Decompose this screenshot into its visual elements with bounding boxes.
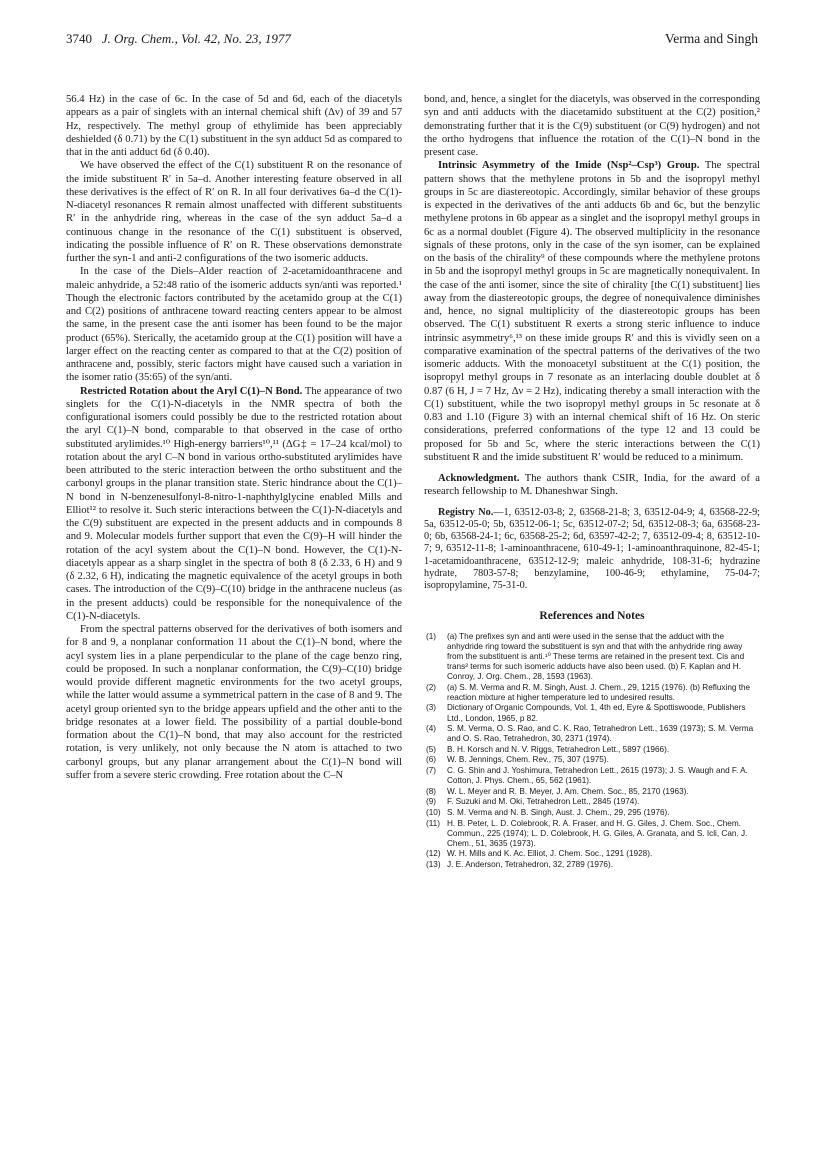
- paragraph: In the case of the Diels–Alder reaction of 2-acetamidoanthracene and maleic anhydride, a 52:48 ratio of the isomeric adducts syn/anti was reported.¹ Though the electronic factors contributed by the acetamido group at the C(1) and C(2) positions of anthracene toward reacting centers appear to be almost the same, in the present case the anti isomer has been found to be the major product (65%). Sterically, the acetamido group at the C(1) position will have a larger effect on the reacting center as compared to that at the C(2) position of anthracene and, possibly, steric factors might have caused such a variation in the isomer ratio (35:65) of the syn/anti.: [66, 266, 402, 384]
- reference-number: (13): [426, 859, 441, 869]
- page-number: 3740: [66, 31, 92, 46]
- reference-text: (a) S. M. Verma and R. M. Singh, Aust. J. Chem., 29, 1215 (1976). (b) Refluxing the reaction mixture at higher temperature led to undesired results.: [447, 682, 751, 702]
- reference-number: (1): [426, 631, 437, 641]
- acknowledgment: [424, 472, 760, 499]
- reference-item: [424, 797, 760, 807]
- reference-text: H. B. Peter, L. D. Colebrook, R. A. Fraser, and H. G. Giles, J. Chem. Soc., Chem. Commun., 225 (1974); L. D. Colebrook, H. G. Giles, A. Granata, and S. Icli, Can. J. Chem., 51, 3635 (1973).: [447, 818, 748, 848]
- paragraph: bond, and, hence, a singlet for the diacetyls, was observed in the corresponding syn and anti adducts with the diacetamido substituent at the C(2) position,² demonstrating further that it is the C(9) substituent (or C(9) hydrogen) and not the ortho hydrogens that influence the rotation of the C(1)–N bond in the present case.: [424, 94, 760, 158]
- reference-text: S. M. Verma and N. B. Singh, Aust. J. Chem., 29, 295 (1976).: [447, 807, 670, 817]
- registry-numbers: [424, 507, 760, 593]
- page-header: [66, 28, 758, 50]
- reference-text: S. M. Verma, O. S. Rao, and C. K. Rao, Tetrahedron Lett., 1639 (1973); S. M. Verma and O. S. Rao, Tetrahedron, 30, 2371 (1974).: [447, 724, 754, 744]
- reference-number: (10): [426, 807, 441, 817]
- left-column: [66, 93, 402, 782]
- reference-number: (11): [426, 818, 440, 828]
- reference-item: [424, 755, 760, 765]
- paragraph-rotation: [66, 385, 402, 624]
- acknowledgment-text: The authors thank CSIR, India, for the award of a research fellowship to M. Dhaneshwar Singh.: [424, 473, 760, 498]
- section-title: Restricted Rotation about the Aryl C(1)–N Bond.: [80, 385, 303, 397]
- reference-text: J. E. Anderson, Tetrahedron, 32, 2789 (1976).: [447, 859, 613, 869]
- reference-number: (7): [426, 766, 437, 776]
- paragraph: From the spectral patterns observed for the derivatives of both isomers and for 8 and 9, a nonplanar conformation 11 about the C(1)–N bond, where the acyl system lies in a plane perpendicular to the plane of the cage benzo ring, could be proposed. In such a nonplanar conformation, the C(9)–C(10) bridge would provide different magnetic environments for the two acetyl groups, while the latter would assume a symmetrical pattern in the case of 8 and 9. The acetyl group oriented syn to the bridge appears upfield and the other anti to the bridge resonates at a lower field. The possibility of a partial double-bond formation about the C(1)–N bond, that may also account for the restricted rotation, is very unlikely, not only because the N atom is attached to two carbonyl groups, but any planar arrangement about the C(1)–N bond will suffer from a severe steric crowding. Free rotation about the C–N: [66, 624, 402, 781]
- reference-number: (2): [426, 682, 437, 692]
- running-authors: Verma and Singh: [665, 31, 758, 46]
- reference-number: (3): [426, 703, 437, 713]
- reference-item: [424, 766, 760, 786]
- reference-text: F. Suzuki and M. Oki, Tetrahedron Lett., 2845 (1974).: [447, 797, 640, 807]
- reference-item: [424, 632, 760, 682]
- reference-item: [424, 703, 760, 723]
- registry-title: Registry No.: [438, 506, 494, 518]
- paragraph: 56.4 Hz) in the case of 6c. In the case of 5d and 6d, each of the diacetyls appears as a pair of singlets with an internal chemical shift (Δν) of 39 and 57 Hz, respectively. The methyl group of ethylimide has been appreciably deshielded (δ 0.71) by the C(1) substituent in the syn adduct 5d as compared to that in the anti adduct 6d (δ 0.40).: [66, 94, 402, 158]
- reference-item: [424, 860, 760, 870]
- reference-number: (6): [426, 755, 437, 765]
- reference-item: [424, 819, 760, 849]
- paragraph: We have observed the effect of the C(1) substituent R on the resonance of the imide substituent R′ in 5a–d. Another interesting feature observed in all these derivatives is the effect of R′ on R. In all four derivatives 6a–d the C(1)-N-diacetyl resonances R remain almost unaffected with different substituents R′ in the anhydride ring, whereas in the case of the syn adduct 5a–d a continuous change in the resonance of the C(1) substituent is observed, indicating the possible influence of R′ on R. These observations demonstrate further the syn-1 and anti-2 configurations of the two isomeric adducts.: [66, 160, 402, 264]
- reference-item: [424, 787, 760, 797]
- reference-text: (a) The prefixes syn and anti were used in the sense that the adduct with the anhydride ring toward the substituent is syn and that with the anhydride ring away from the substituent is anti.¹⁰ These terms are retained in the present text. Cis and trans² terms for such isomeric adducts have also been used. (b) F. Kaplan and H. Conroy, J. Org. Chem., 28, 1593 (1963).: [447, 631, 745, 682]
- reference-item: [424, 724, 760, 744]
- references-title: References and Notes: [539, 609, 645, 622]
- reference-item: [424, 745, 760, 755]
- reference-item: [424, 849, 760, 859]
- paragraph-asymmetry: [424, 159, 760, 464]
- acknowledgment-title: Acknowledgment.: [438, 473, 520, 484]
- reference-text: W. H. Mills and K. Ac. Elliot, J. Chem. Soc., 1291 (1928).: [447, 849, 653, 859]
- reference-item: [424, 808, 760, 818]
- reference-text: W. B. Jennings, Chem. Rev., 75, 307 (1975).: [447, 755, 609, 765]
- section-title: Intrinsic Asymmetry of the Imide (Nsp²–Csp³) Group.: [438, 160, 700, 172]
- registry-text: —1, 63512-03-8; 2, 63568-21-8; 3, 63512-04-9; 4, 63568-22-9; 5a, 63512-05-0; 5b, 63512-06-1; 5c, 63512-07-2; 5d, 63512-08-3; 6a, 63568-23-0; 6b, 63568-24-1; 6c, 63568-25-2; 6d, 63597-42-2; 7, 63512-09-4; 8, 63512-10-7; 9, 63512-11-8; 1-aminoanthracene, 610-49-1; 1-aminoanthraquinone, 82-45-1; 1-acetamidoanthracene, 63512-12-9; maleic anhydride, 108-31-6; hydrazine hydrate, 7803-57-8; benzylamine, 100-46-9; ethylamine, 75-04-7; isopropylamine, 75-31-0.: [424, 506, 760, 592]
- reference-text: Dictionary of Organic Compounds, Vol. 1, 4th ed, Eyre & Spottiswoode, Publishers Ltd., London, 1965, p 82.: [447, 703, 746, 723]
- reference-item: [424, 683, 760, 703]
- reference-number: (5): [426, 744, 437, 754]
- journal-citation: J. Org. Chem., Vol. 42, No. 23, 1977: [101, 31, 291, 46]
- reference-number: (4): [426, 724, 437, 734]
- reference-text: W. L. Meyer and R. B. Meyer, J. Am. Chem. Soc., 85, 2170 (1963).: [447, 786, 689, 796]
- reference-text: C. G. Shin and J. Yoshimura, Tetrahedron Lett., 2615 (1973); J. S. Waugh and F. A. Cotton, J. Phys. Chem., 65, 562 (1961).: [447, 766, 748, 786]
- paragraph-text: The appearance of two singlets for the C(1)-N-diacetyls in the NMR spectra of both the configurational isomers could possibly be due to the restricted rotation about the aryl C(1)–N bond, comparable to that observed in the case of ortho substituted arylimides.¹⁰ High-energy barriers¹⁰,¹¹ (ΔG‡ = 17–24 kcal/mol) to rotation about the aryl C–N bond in various ortho-substituted arylimides have been attributed to the steric interaction between the ortho substituent and the carbonyl groups in the planar transition state. Steric hindrance about the C(1)–N bond in N-benzenesulfonyl-8-nitro-1-naphthylglycine enabled Mills and Elliot¹² to resolve it. Such steric interactions between the C(1)-N-diacetyls and the C(9) substituent are expected in the present adducts and in compounds 8 and 9. Molecular models further support that even the C(9)–H will hinder the rotation of the acyl system about the C(1)–N bond. However, the C(1)-N-diacetyls appear as a sharp singlet in the spectra of both 8 (δ 2.33, 6 H) and 9 (δ 2.32, 6 H), indicating the magnetic equivalence of the acetyl groups in both cases. The introduction of the C(9)–C(10) bridge in the anthracene nucleus (as in the present adducts) could be responsible for the nonequivalence of the C(1)-N-diacetyls.: [66, 385, 402, 622]
- header-left: [66, 28, 291, 50]
- right-column: [424, 93, 760, 870]
- reference-number: (9): [426, 797, 437, 807]
- references-list: [424, 632, 760, 870]
- reference-text: B. H. Korsch and N. V. Riggs, Tetrahedron Lett., 5897 (1966).: [447, 744, 670, 754]
- reference-number: (12): [426, 849, 441, 859]
- paragraph-text: The spectral pattern shows that the methylene protons in 5b and the isopropyl methyl groups in 5c are diastereotopic. Accordingly, similar behavior of these groups is expected in the derivatives of the anti adducts 6b and 6c, but the benzylic methylene protons in 6b appear as a singlet and the isopropyl methyl groups in 6c as a normal doublet (Figure 4). The observed multiplicity in the resonance signals of these protons, only in the case of the syn isomer, can be explained on the basis of the chirality⁹ of these compounds where the methylene protons in 5b and the isopropyl methyl groups in 5c are magnetically nonequivalent. In the case of the anti isomer, since the site of chirality [the C(1) substituent] lies away from the diastereotopic groups, the degree of nonequivalence diminishes and, hence, no signal multiplicity of the diastereotopic groups has been observed. The C(1) substituent R exerts a strong steric influence to induce intrinsic asymmetry⁶,¹³ on these imide groups R′ and this is vividly seen on a comparative examination of the spectral patterns of the derivatives of the two isomeric adducts. With the monoacetyl substituent at the C(1) position, the isopropyl methyl groups in 7 resonate as an interlacing double doublet at δ 0.87 (6 H, J = 7 Hz, Δν = 2 Hz), indicating thereby a small interaction with the C(1) substituent, while the two isopropyl methyl groups in 5c resonate at δ 0.83 and 1.10 (Figure 3) with an internal chemical shift of 16 Hz. On steric considerations, preferred conformations of the type 12 and 13 could be proposed for 5b and 5c, where the steric interactions between the C(1) substituent R and the imide substituent R′ would be reduced to a minimum.: [424, 160, 761, 463]
- reference-number: (8): [426, 786, 437, 796]
